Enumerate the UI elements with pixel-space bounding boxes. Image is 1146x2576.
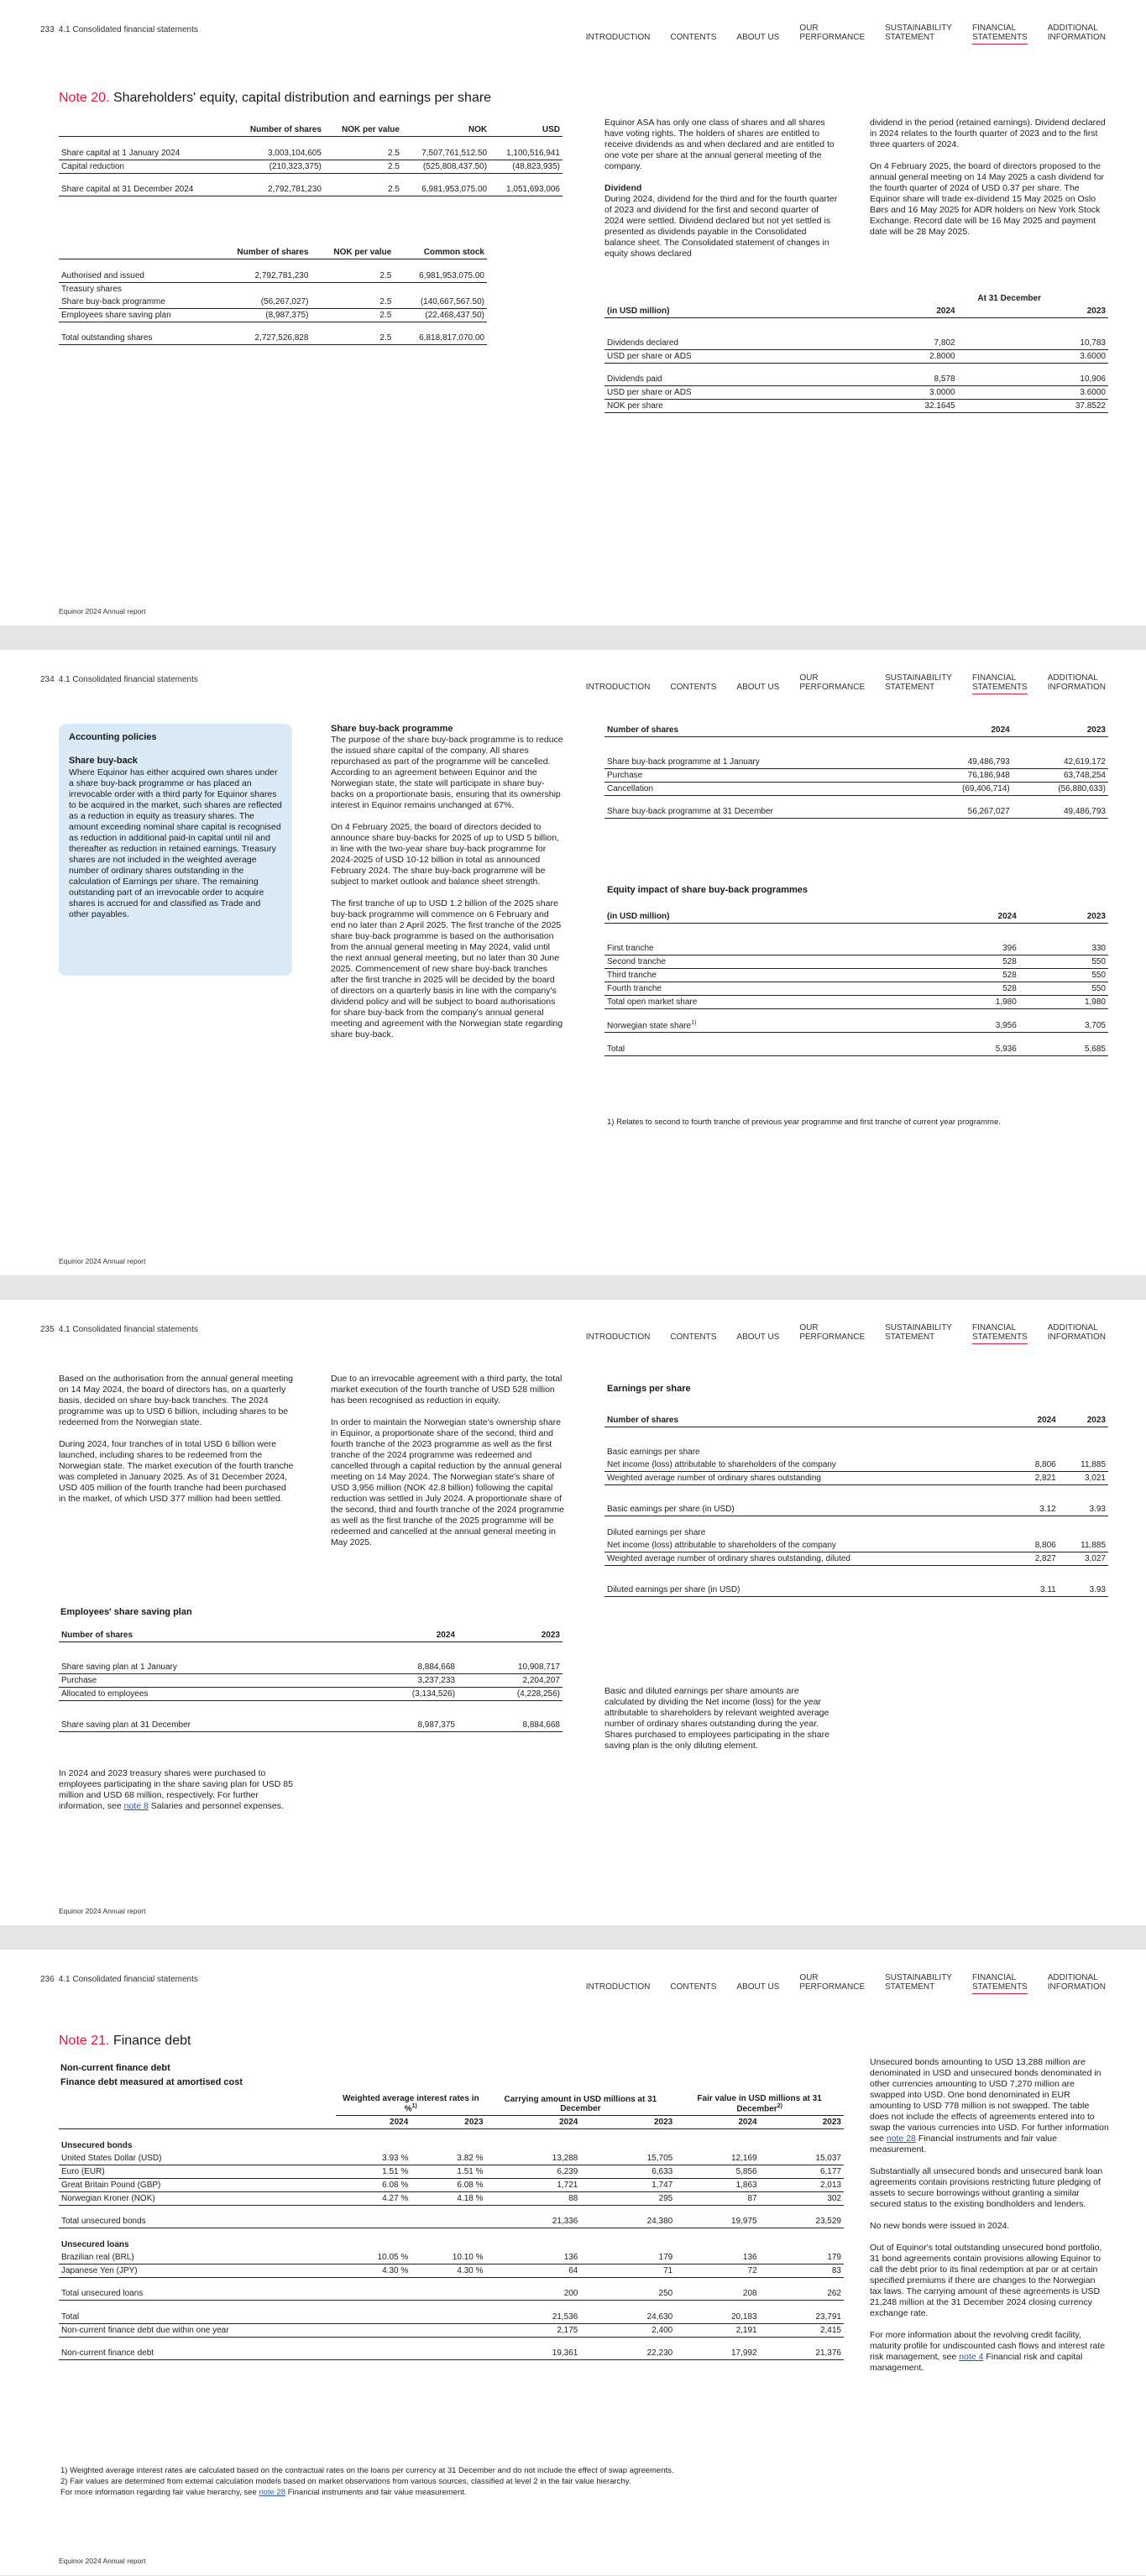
page-footer: Equinor 2024 Annual report xyxy=(59,1907,146,1915)
table-row: USD per share or ADS 3.0000 3.6000 xyxy=(604,386,1108,400)
nav-financial-statements[interactable]: FINANCIAL STATEMENTS xyxy=(972,673,1028,694)
footnote: 1) Relates to second to fourth tranche of previous year programme and first tranche of current year programme. xyxy=(607,1118,1001,1127)
nav-sustainability[interactable]: SUSTAINABILITY STATEMENT xyxy=(885,1973,952,1992)
section-title: 4.1 Consolidated financial statements xyxy=(58,1325,198,1334)
table-row: Brazilian real (BRL) 10.05 % 10.10 % 136 179 136 179 xyxy=(59,2251,844,2264)
nav-sustainability[interactable]: SUSTAINABILITY STATEMENT xyxy=(885,24,952,42)
table-row: First tranche 396 330 xyxy=(604,942,1108,956)
table-row: Non-current finance debt 19,361 22,230 17,992 21,376 xyxy=(59,2347,844,2360)
table-row: Share saving plan at 31 December 8,987,375 8,884,668 xyxy=(59,1719,563,1732)
note-28-link[interactable]: note 28 xyxy=(259,2488,286,2497)
accounting-policies-box xyxy=(59,724,292,976)
table-row: Authorised and issued 2,792,781,230 2.5 6,981,953,075.00 xyxy=(59,270,487,283)
finance-debt-table: Weighted average interest rates in %$^{1)}$ Carrying amount in USD millions at 31 December Fair value in USD millions at 31 December$^{2)}$ 2024 2023 2024 2023 2024 2023 Unsecured bonds United States Dollar (USD) 3.93 % 3.82 % 13,288 15,705 12,169 15,037 Euro (EUR) 1.51 % 1.51 % 6,239 6,633 5,856 6,177 Great Britain Pound (GBP) 6.08 % 6.08 % 1,721 1,747 1,863 2,013 Norwegian Kroner (NOK) 4.27 % 4.18 % 88 295 87 302 Total unsecured bonds 21,336 24,380 19,975 23,529 Unsecured loans Brazilian real (BRL) 10.05 % 10.10 % 136 179 136 179 Japanese Yen (JPY) 4.30 % 4.30 % 64 71 72 83 Total unsecured loans 200 250 208 262 Total 21,536 24,630 20,183 23,791 Non-current finance debt due within one year 2,175 2,400 2,191 2,415 Non-current finance debt 19,361 22,230 17,992 21,376 xyxy=(59,2092,844,2360)
table-row: Total unsecured bonds 21,336 24,380 19,975 23,529 xyxy=(59,2215,844,2228)
table-row: Total open market share 1,980 1,980 xyxy=(604,995,1108,1008)
nav-performance[interactable]: OUR PERFORMANCE xyxy=(799,673,866,692)
nav-additional[interactable]: ADDITIONAL INFORMATION xyxy=(1047,1323,1106,1342)
nav-financial-statements[interactable]: FINANCIAL STATEMENTS xyxy=(972,1323,1028,1344)
nav-introduction[interactable]: INTRODUCTION xyxy=(585,33,651,42)
table-row: Second tranche 528 550 xyxy=(604,955,1108,968)
buyback-cont-text: Based on the authorisation from the annual general meeting on 14 May 2024, the board of directors has, on a quarterly basis, decided on share buy-back tranches. The 2024 programme was up to USD 6 billion, including shares to be redeemed from the Norwegian state. During 2024, four tranches of in total USD 6 billion were launched, including shares to be redeemed from the Norwegian state. The market execution of the fourth tranche was completed in January 2025. As of 31 December 2024, USD 405 million of the fourth tranche had been purchased in the market, of which USD 377 million had been settled. xyxy=(59,1374,294,1504)
table-row: Allocated to employees (3,134,526) (4,228,256) xyxy=(59,1687,563,1700)
share-saving-table: Number of shares 2024 2023 Share saving plan at 1 January 8,884,668 10,908,717 Purchase 3,237,233 2,204,207 Allocated to employees (3,134,526) (4,228,256) Share saving plan at 31 December 8,987,375 8,884,668 xyxy=(59,1629,563,1732)
top-nav xyxy=(586,673,1106,694)
table-row: Diluted earnings per share (in USD) 3.11 3.93 xyxy=(604,1584,1108,1597)
nav-introduction[interactable]: INTRODUCTION xyxy=(585,683,651,692)
table-row: Share buy-back programme at 1 January 49,486,793 42,619,172 xyxy=(604,756,1108,769)
note-title xyxy=(59,91,491,106)
amortised-cost-title: Finance debt measured at amortised cost xyxy=(60,2077,243,2087)
table-row: Share capital at 1 January 2024 3,003,104,605 2.5 7,507,761,512.50 1,100,516,941 xyxy=(59,147,563,160)
note-4-link[interactable]: note 4 xyxy=(959,2352,984,2362)
nav-performance[interactable]: OUR PERFORMANCE xyxy=(799,1973,866,1992)
table-row: USD per share or ADS 2.8000 3.6000 xyxy=(604,349,1108,363)
nav-about[interactable]: ABOUT US xyxy=(736,683,780,692)
nav-about[interactable]: ABOUT US xyxy=(736,1982,780,1992)
table-row: Total unsecured loans 200 250 208 262 xyxy=(59,2287,844,2301)
note-heading: Shareholders' equity, capital distribution and earnings per share xyxy=(113,91,492,105)
eps-title: Earnings per share xyxy=(607,1384,691,1394)
nav-sustainability[interactable]: SUSTAINABILITY STATEMENT xyxy=(885,673,952,692)
table-row: Purchase 3,237,233 2,204,207 xyxy=(59,1673,563,1687)
top-nav xyxy=(586,1323,1106,1344)
nav-about[interactable]: ABOUT US xyxy=(736,1333,780,1342)
share-saving-title: Employees' share saving plan xyxy=(60,1607,192,1617)
table-row: Japanese Yen (JPY) 4.30 % 4.30 % 64 71 72 83 xyxy=(59,2264,844,2277)
nav-financial-statements[interactable]: FINANCIAL STATEMENTS xyxy=(972,1973,1028,1994)
nav-introduction[interactable]: INTRODUCTION xyxy=(585,1982,651,1992)
table-row: Cancellation (69,406,714) (56,880,633) xyxy=(604,782,1108,795)
table-row: United States Dollar (USD) 3.93 % 3.82 % 13,288 15,705 12,169 15,037 xyxy=(59,2152,844,2165)
page-234 xyxy=(0,650,1146,1275)
non-current-debt-title: Non-current finance debt xyxy=(60,2063,170,2073)
page-footer: Equinor 2024 Annual report xyxy=(59,607,146,615)
note-28-link[interactable]: note 28 xyxy=(886,2134,916,2144)
accounting-policies-text: Where Equinor has either acquired own shares under a share buy-back programme or has placed an irrevocable order with a third party for Equinor shares to be acquired in the market, such shares are reflected as a reduction in equity as treasury shares. The amount exceeding nominal share capital is recognised as reduction in additional paid-in capital until nil and thereafter as reduction in retained earnings. Treasury shares are not included in the weighted average number of ordinary shares outstanding in the calculation of Earnings per share. The remaining outstanding part of an irrevocable order to acquire shares is accrued for and classified as Trade and other payables. xyxy=(69,767,282,919)
section-title: 4.1 Consolidated financial statements xyxy=(58,675,198,684)
table-row: Treasury shares xyxy=(61,284,122,294)
page-footer: Equinor 2024 Annual report xyxy=(59,2557,146,2565)
page-235 xyxy=(0,1300,1146,1925)
section-title: 4.1 Consolidated financial statements xyxy=(58,1975,198,1984)
page-header xyxy=(40,1325,198,1334)
table-row: Dividends paid 8,578 10,906 xyxy=(604,373,1108,386)
table-row: Share buy-back programme at 31 December 56,267,027 49,486,793 xyxy=(604,805,1108,819)
nav-about[interactable]: ABOUT US xyxy=(736,33,780,42)
table-row: Diluted earnings per share xyxy=(607,1527,706,1537)
nav-financial-statements[interactable]: FINANCIAL STATEMENTS xyxy=(972,24,1028,45)
table-row: Third tranche 528 550 xyxy=(604,968,1108,982)
top-nav xyxy=(586,24,1106,45)
section-title: 4.1 Consolidated financial statements xyxy=(58,25,198,34)
note-8-link[interactable]: note 8 xyxy=(123,1801,149,1811)
note-title xyxy=(59,2034,191,2049)
share-saving-text: In 2024 and 2023 treasury shares were purchased to employees participating in the share saving plan for USD 85 million and USD 68 million, respectively. For further information, see note 8 Salaries and personnel expenses. xyxy=(59,1768,293,1811)
table-row: Total 5,936 5,685 xyxy=(604,1043,1108,1056)
table-row: Total outstanding shares 2,727,526,828 2.5 6,818,817,070.00 xyxy=(59,332,487,345)
nav-additional[interactable]: ADDITIONAL INFORMATION xyxy=(1047,24,1106,42)
table-row: Basic earnings per share xyxy=(607,1447,700,1457)
nav-contents[interactable]: CONTENTS xyxy=(670,683,717,692)
page-number: 233 xyxy=(40,25,55,34)
top-nav xyxy=(586,1973,1106,1994)
outstanding-shares-table: Number of shares NOK per value Common stock Authorised and issued 2,792,781,230 2.5 6,981,953,075.00 Treasury shares Share buy-back programme (56,267,027) 2.5 (140,667,567.50) Employees share saving plan (8,987,375) 2.5 (22,468,437.50) Total outstanding shares 2,727,526,828 2.5 6,818,817,070.00 xyxy=(59,246,487,345)
table-row: Unsecured bonds xyxy=(61,2140,133,2150)
table-row: Non-current finance debt due within one year 2,175 2,400 2,191 2,415 xyxy=(59,2323,844,2337)
page-number: 236 xyxy=(40,1975,55,1984)
note-number: Note 21. xyxy=(59,2034,110,2048)
equity-impact-table: (in USD million) 2024 2023 First tranche 396 330 Second tranche 528 550 Third tranche 528 550 Fourth tranche 528 550 Total open market share 1,980 1,980 Norwegian state share$^{1)}$ 3,956 3,705 Total 5,936 5,685 xyxy=(604,910,1108,1056)
table-row: Net income (loss) attributable to shareholders of the company 8,806 11,885 xyxy=(604,1458,1108,1472)
table-row: Fourth tranche 528 550 xyxy=(604,982,1108,995)
buyback-text: Share buy-back programme The purpose of the share buy-back programme is to reduce the issued share capital of the company. All shares repurchased as part of the programme will be cancelled. According to an agreement between Equinor and the Norwegian state, the state will participate in share buy-backs on a proportionate basis, ensuring that its ownership interest in Equinor remains unchanged at 67%. On 4 February 2025, the board of directors decided to announce share buy-backs for 2025 of up to USD 5 billion, in line with the two-year share buy-back programme for 2024-2025 of USD 10-12 billion in total as announced February 2024. The share buy-back programme will be subject to market outlook and balance sheet strength. The first tranche of up to USD 1.2 billion of the 2025 share buy-back programme will commence on 6 February and end no later than 2 April 2025. The first tranche of the 2025 share buy-back programme is based on the authorisation from the annual general meeting in May 2024, valid until the next annual general meeting, but no later than 30 June 2025. Commencement of new share buy-back tranches after the first tranche in 2025 will be decided by the board of directors on a quarterly basis in line with the company's dividend policy and will be subject to board authorisations for share buy-back from the company's annual general meeting and agreement with the Norwegian state regarding share buy-back. xyxy=(331,724,563,1039)
dividend-text-col: dividend in the period (retained earnings). Dividend declared in 2024 relates to the fourth quarter of 2023 and to the first three quarters of 2024. On 4 February 2025, the board of directors proposed to the annual general meeting on 14 May 2025 a cash dividend for the fourth quarter of 2024 of USD 0.37 per share. The Equinor share will trade ex-dividend 15 May 2025 on Oslo Børs and 16 May 2025 for ADR holders on New York Stock Exchange. Record date will be 16 May 2025 and payment date will be 28 May 2025. xyxy=(870,118,1106,237)
page-number: 234 xyxy=(40,675,55,684)
nav-performance[interactable]: OUR PERFORMANCE xyxy=(799,1323,866,1342)
page-number: 235 xyxy=(40,1325,55,1334)
table-row: Euro (EUR) 1.51 % 1.51 % 6,239 6,633 5,856 6,177 xyxy=(59,2165,844,2178)
page-233 xyxy=(0,0,1146,626)
table-row: Weighted average number of ordinary shares outstanding, diluted 2,827 3,027 xyxy=(604,1552,1108,1565)
eps-table: Number of shares 2024 2023 Basic earnings per share Net income (loss) attributable to shareholders of the company 8,806 11,885 Weighted average number of ordinary shares outstanding 2,821 3,021 Basic earnings per share (in USD) 3.12 3.93 Diluted earnings per share Net income (loss) attributable to shareholders of the company 8,806 11,885 Weighted average number of ordinary shares outstanding, diluted 2,827 3,027 Diluted earnings per share (in USD) 3.11 3.93 xyxy=(604,1414,1108,1597)
nav-performance[interactable]: OUR PERFORMANCE xyxy=(799,24,866,42)
nav-additional[interactable]: ADDITIONAL INFORMATION xyxy=(1047,673,1106,692)
eps-text: Basic and diluted earnings per share amounts are calculated by dividing the Net income (loss) for the year attributable to shareholders by relevant weighted average number of ordinary shares outstanding during the year. Shares purchased to employees participating in the share saving plan is the only diluting element. xyxy=(604,1686,829,1751)
nav-additional[interactable]: ADDITIONAL INFORMATION xyxy=(1047,1973,1106,1992)
table-row: Weighted average number of ordinary shares outstanding 2,821 3,021 xyxy=(604,1471,1108,1484)
equity-impact-title: Equity impact of share buy-back programmes xyxy=(607,885,808,895)
table-row: Norwegian Kroner (NOK) 4.27 % 4.18 % 88 295 87 302 xyxy=(59,2191,844,2205)
table-row: Unsecured loans xyxy=(61,2239,129,2249)
accounting-policies-subtitle: Share buy-back xyxy=(69,756,138,766)
nav-introduction[interactable]: INTRODUCTION xyxy=(585,1333,651,1342)
nav-contents[interactable]: CONTENTS xyxy=(670,33,717,42)
table-row: Total 21,536 24,630 20,183 23,791 xyxy=(59,2311,844,2324)
table-row: Share capital at 31 December 2024 2,792,781,230 2.5 6,981,953,075.00 1,051,693,006 xyxy=(59,183,563,196)
note-heading: Finance debt xyxy=(113,2034,191,2048)
nav-contents[interactable]: CONTENTS xyxy=(670,1333,717,1342)
table-row: Net income (loss) attributable to shareholders of the company 8,806 11,885 xyxy=(604,1539,1108,1552)
table-row: Basic earnings per share (in USD) 3.12 3.93 xyxy=(604,1503,1108,1516)
dividend-table: At 31 December (in USD million) 2024 2023 Dividends declared 7,802 10,783 USD per share or ADS 2.8000 3.6000 Dividends paid 8,578 10,906 USD per share or ADS 3.0000 3.6000 NOK per share 32.1645 37.8522 xyxy=(604,292,1108,413)
nav-contents[interactable]: CONTENTS xyxy=(670,1982,717,1992)
buyback-shares-table: Number of shares 2024 2023 Share buy-back programme at 1 January 49,486,793 42,619,172 Purchase 76,186,948 63,748,254 Cancellation (69,406,714) (56,880,633) Share buy-back programme at 31 December 56,267,027 49,486,793 xyxy=(604,724,1108,819)
table-row: Dividends declared 7,802 10,783 xyxy=(604,337,1108,350)
table-row: Capital reduction (210,323,375) 2.5 (525,808,437.50) (48,823,935) xyxy=(59,160,563,173)
table-row: NOK per share 32.1645 37.8522 xyxy=(604,400,1108,413)
table-row: Share buy-back programme (56,267,027) 2.5 (140,667,567.50) xyxy=(59,296,487,309)
table-row: Purchase 76,186,948 63,748,254 xyxy=(604,768,1108,782)
nav-sustainability[interactable]: SUSTAINABILITY STATEMENT xyxy=(885,1323,952,1342)
page-header xyxy=(40,25,198,34)
table-row: Great Britain Pound (GBP) 6.08 % 6.08 % 1,721 1,747 1,863 2,013 xyxy=(59,2178,844,2191)
accounting-policies-title: Accounting policies xyxy=(69,732,157,742)
page-footer: Equinor 2024 Annual report xyxy=(59,1257,146,1265)
table-row: Employees share saving plan (8,987,375) 2.5 (22,468,437.50) xyxy=(59,308,487,322)
page-236 xyxy=(0,1950,1146,2575)
equity-text-col: Equinor ASA has only one class of shares and all shares have voting rights. The holders of shares are entitled to receive dividends as and when declared and are entitled to one vote per share at the annual general meeting of the company. Dividend During 2024, dividend for the third and for the fourth quarter of 2023 and dividend for the first and second quarter of 2024 were settled. Dividend declared but not yet settled is presented as dividends payable in the Consolidated balance sheet. The Consolidated statement of changes in equity shows declared xyxy=(604,118,838,259)
finance-debt-text: Unsecured bonds amounting to USD 13,288 million are denominated in USD and unsecured bonds denominated in other currencies amounting to USD 7,270 million are swapped into USD. One bond denominated in EUR amounting to USD 778 million is not swapped. The table does not include the effects of agreements entered into to swap the various currencies into USD. For further information see note 28 Financial instruments and fair value measurement. Substantially all unsecured bonds and unsecured bank loan agreements contain provisions restricting future pledging of assets to secure borrowings without granting a similar secured status to the existing bondholders and lenders. No new bonds were issued in 2024. Out of Equinor's total outstanding unsecured bond portfolio, 31 bond agreements contain provisions allowing Equinor to call the debt prior to its final redemption at par or at certain specified premiums if there are changes to the Norwegian tax laws. The carrying amount of these agreements is USD 21,248 million at the 31 December 2024 closing currency exchange rate. For more information about the revolving credit facility, maturity profile for undiscounted cash flows and interest rate risk management, see note 4 Financial risk and capital management. xyxy=(870,2057,1109,2373)
finance-debt-footnotes: 1) Weighted average interest rates are calculated based on the contractual rates on the loans per currency at 31 December and do not include the effect of swap agreements. 2) Fair values are determined from external calculation models based on market observations from various sources, classified at level 2 in the fair value hierarchy. For more information regarding fair value hierarchy, see note 28 Financial instruments and fair value measurement. xyxy=(60,2466,674,2497)
table-row: Share saving plan at 1 January 8,884,668 10,908,717 xyxy=(59,1661,563,1674)
page-header xyxy=(40,675,198,684)
table-row: Norwegian state share$^{1)}$ 3,956 3,705 xyxy=(604,1018,1108,1033)
state-share-text: Due to an irrevocable agreement with a third party, the total market execution of the fourth tranche of USD 528 million has been recognised as reduction in equity. In order to maintain the Norwegian state's ownership share in Equinor, a proportionate share of the second, third and fourth tranche of the 2023 programme as well as the first tranche of the 2024 programme was redeemed and cancelled through a capital reduction by the annual general meeting on 14 May 2024. The Norwegian state's share of USD 3,956 million (NOK 42.8 billion) following the capital reduction was settled in July 2024. A proportionate share of the second, third and fourth tranche of the 2024 programme as well as the first tranche of the 2025 programme will be redeemed and cancelled at the annual general meeting in May 2025. xyxy=(331,1374,564,1547)
share-capital-table: Number of shares NOK per value NOK USD Share capital at 1 January 2024 3,003,104,605 2.5 7,507,761,512.50 1,100,516,941 Capital reduction (210,323,375) 2.5 (525,808,437.50) (48,823,935) Share capital at 31 December 2024 2,792,781,230 2.5 6,981,953,075.00 1,051,693,006 xyxy=(59,123,563,196)
note-number: Note 20. xyxy=(59,91,110,105)
page-header xyxy=(40,1975,198,1984)
